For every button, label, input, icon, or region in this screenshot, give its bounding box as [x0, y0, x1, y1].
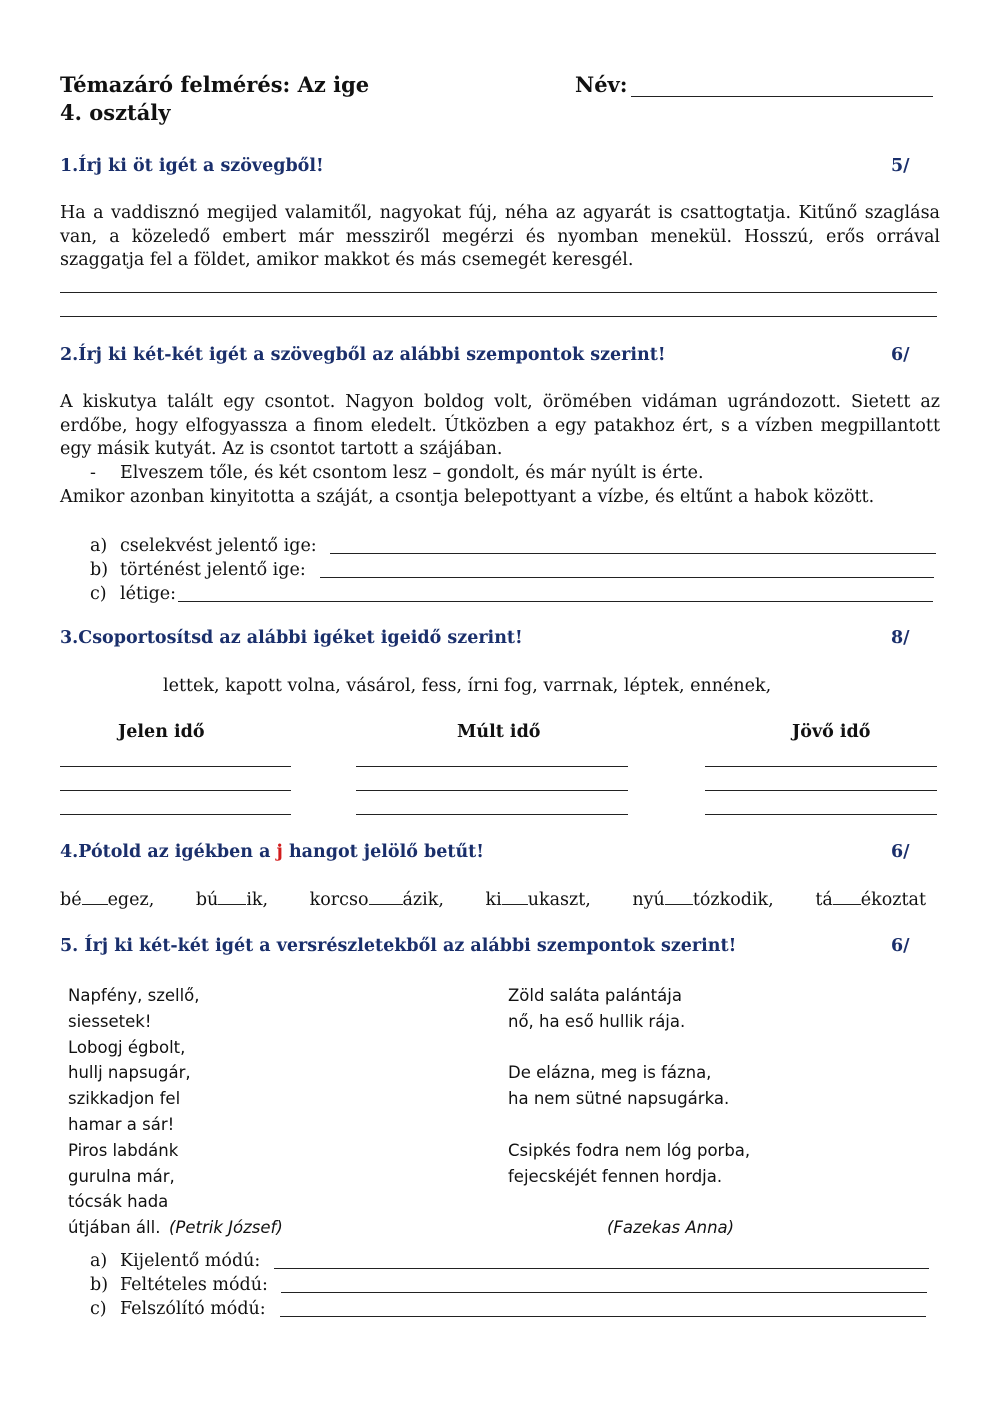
task2-item-a-letter: a) — [90, 536, 108, 556]
present-line-2[interactable] — [60, 790, 291, 791]
task2-answer-c[interactable] — [178, 601, 933, 602]
blank-6[interactable] — [833, 889, 861, 905]
task1-text: Ha a vaddisznó megijed valamitől, nagyokat fúj, néha az agyarát is csattogtatja. Kitűnő szaglása van, a közeledő embert már messziről megérzi és nyomban menekül. Hosszú, erős orrával szaggatja fel a földet, amikor makkot és más csemegét keresgél. — [60, 203, 940, 270]
task4-title — [60, 842, 484, 862]
word-1: bé egez, — [60, 890, 155, 910]
word-2: bú ik, — [195, 890, 269, 910]
task5-answer-c[interactable] — [280, 1316, 926, 1317]
task5-item-a-label: Kijelentő módú: — [120, 1251, 261, 1271]
present-line-3[interactable] — [60, 814, 291, 815]
task2-item-b-letter: b) — [90, 560, 109, 580]
task5-item-b-label: Feltételes módú: — [120, 1275, 268, 1295]
page-title: Témazáró felmérés: Az ige — [60, 72, 370, 97]
word-6: tá ékoztat — [815, 890, 926, 910]
task2-item-c-label: létige: — [120, 584, 177, 604]
poem-fazekas-author: (Fazekas Anna) — [607, 1218, 735, 1237]
name-label: Név: — [575, 72, 628, 97]
task2-item-b-label: történést jelentő ige: — [120, 560, 306, 580]
task1-answer-line-1[interactable] — [60, 292, 937, 293]
task4-words — [60, 888, 926, 912]
blank-5[interactable] — [665, 889, 693, 905]
task2-answer-b[interactable] — [320, 577, 934, 578]
poem-petrik-author: (Petrik József) — [169, 1218, 283, 1237]
task5-points: 6/ — [891, 936, 910, 956]
task5-item-c-label: Felszólító módú: — [120, 1299, 266, 1319]
past-line-1[interactable] — [356, 766, 628, 767]
word-3: korcso ázik, — [309, 890, 444, 910]
task3-title: 3.Csoportosítsd az alábbi igéket igeidő szerint! — [60, 628, 523, 648]
task4-title-letter: j — [276, 842, 283, 862]
blank-4[interactable] — [502, 889, 528, 905]
task4-title-post: hangot jelölő betűt! — [288, 842, 484, 862]
task2-item-c-letter: c) — [90, 584, 107, 604]
task1-answer-line-2[interactable] — [60, 316, 937, 317]
task1-points: 5/ — [891, 156, 910, 176]
task5-item-a-letter: a) — [90, 1251, 108, 1271]
future-line-3[interactable] — [705, 814, 937, 815]
task2-dialog: Elveszem tőle, és két csontom lesz – gondolt, és már nyúlt is érte. — [120, 463, 704, 483]
poem-petrik: Napfény, szellő, siessetek! Lobogj égbolt, hullj napsugár, szikkadjon fel hamar a sár! Piros labdánk gurulna már, tócsák hada útjában áll. — [68, 986, 200, 1238]
word-4: ki ukaszt, — [485, 890, 591, 910]
task2-title: 2.Írj ki két-két igét a szövegből az alábbi szempontok szerint! — [60, 345, 666, 365]
task2-points: 6/ — [891, 345, 910, 365]
blank-2[interactable] — [218, 889, 246, 905]
task3-points: 8/ — [891, 628, 910, 648]
task3-words: lettek, kapott volna, vásárol, fess, írni fog, varrnak, léptek, ennének, — [163, 676, 772, 696]
task2-text: A kiskutya talált egy csontot. Nagyon boldog volt, örömében vidáman ugrándozott. Sietett az erdőbe, hogy elfogyassza a finom eledelt. Útközben a egy patakhoz ért, s a vízben megpillantott egy másik kutyát. Az is csontot tartott a szájában. — [60, 392, 940, 459]
column-header-past: Múlt idő — [457, 722, 541, 742]
blank-1[interactable] — [82, 889, 108, 905]
future-line-2[interactable] — [705, 790, 937, 791]
task5-answer-a[interactable] — [274, 1268, 929, 1269]
grade-label: 4. osztály — [60, 100, 171, 125]
word-5: nyú tózkodik, — [632, 890, 774, 910]
column-header-future: Jövő idő — [792, 722, 871, 742]
present-line-1[interactable] — [60, 766, 291, 767]
name-input-line[interactable] — [631, 96, 933, 97]
task2-answer-a[interactable] — [330, 553, 936, 554]
past-line-2[interactable] — [356, 790, 628, 791]
task2-text2: Amikor azonban kinyitotta a száját, a csontja belepottyant a vízbe, és eltűnt a habok között. — [60, 487, 875, 507]
task5-answer-b[interactable] — [281, 1292, 927, 1293]
task4-title-pre: 4.Pótold az igékben a — [60, 842, 271, 862]
poem-fazekas: Zöld saláta palántája nő, ha eső hullik rája. De elázna, meg is fázna, ha nem sütné napsugárka. Csipkés fodra nem lóg porba, fejecskéjét fennen hordja. — [508, 986, 751, 1186]
task5-item-b-letter: b) — [90, 1275, 109, 1295]
task5-title: 5. Írj ki két-két igét a versrészletekből az alábbi szempontok szerint! — [60, 936, 737, 956]
task5-item-c-letter: c) — [90, 1299, 107, 1319]
task2-dash: - — [90, 463, 96, 483]
task2-item-a-label: cselekvést jelentő ige: — [120, 536, 317, 556]
blank-3[interactable] — [369, 889, 403, 905]
column-header-present: Jelen idő — [118, 722, 205, 742]
past-line-3[interactable] — [356, 814, 628, 815]
task1-title: 1.Írj ki öt igét a szövegből! — [60, 156, 324, 176]
future-line-1[interactable] — [705, 766, 937, 767]
task4-points: 6/ — [891, 842, 910, 862]
